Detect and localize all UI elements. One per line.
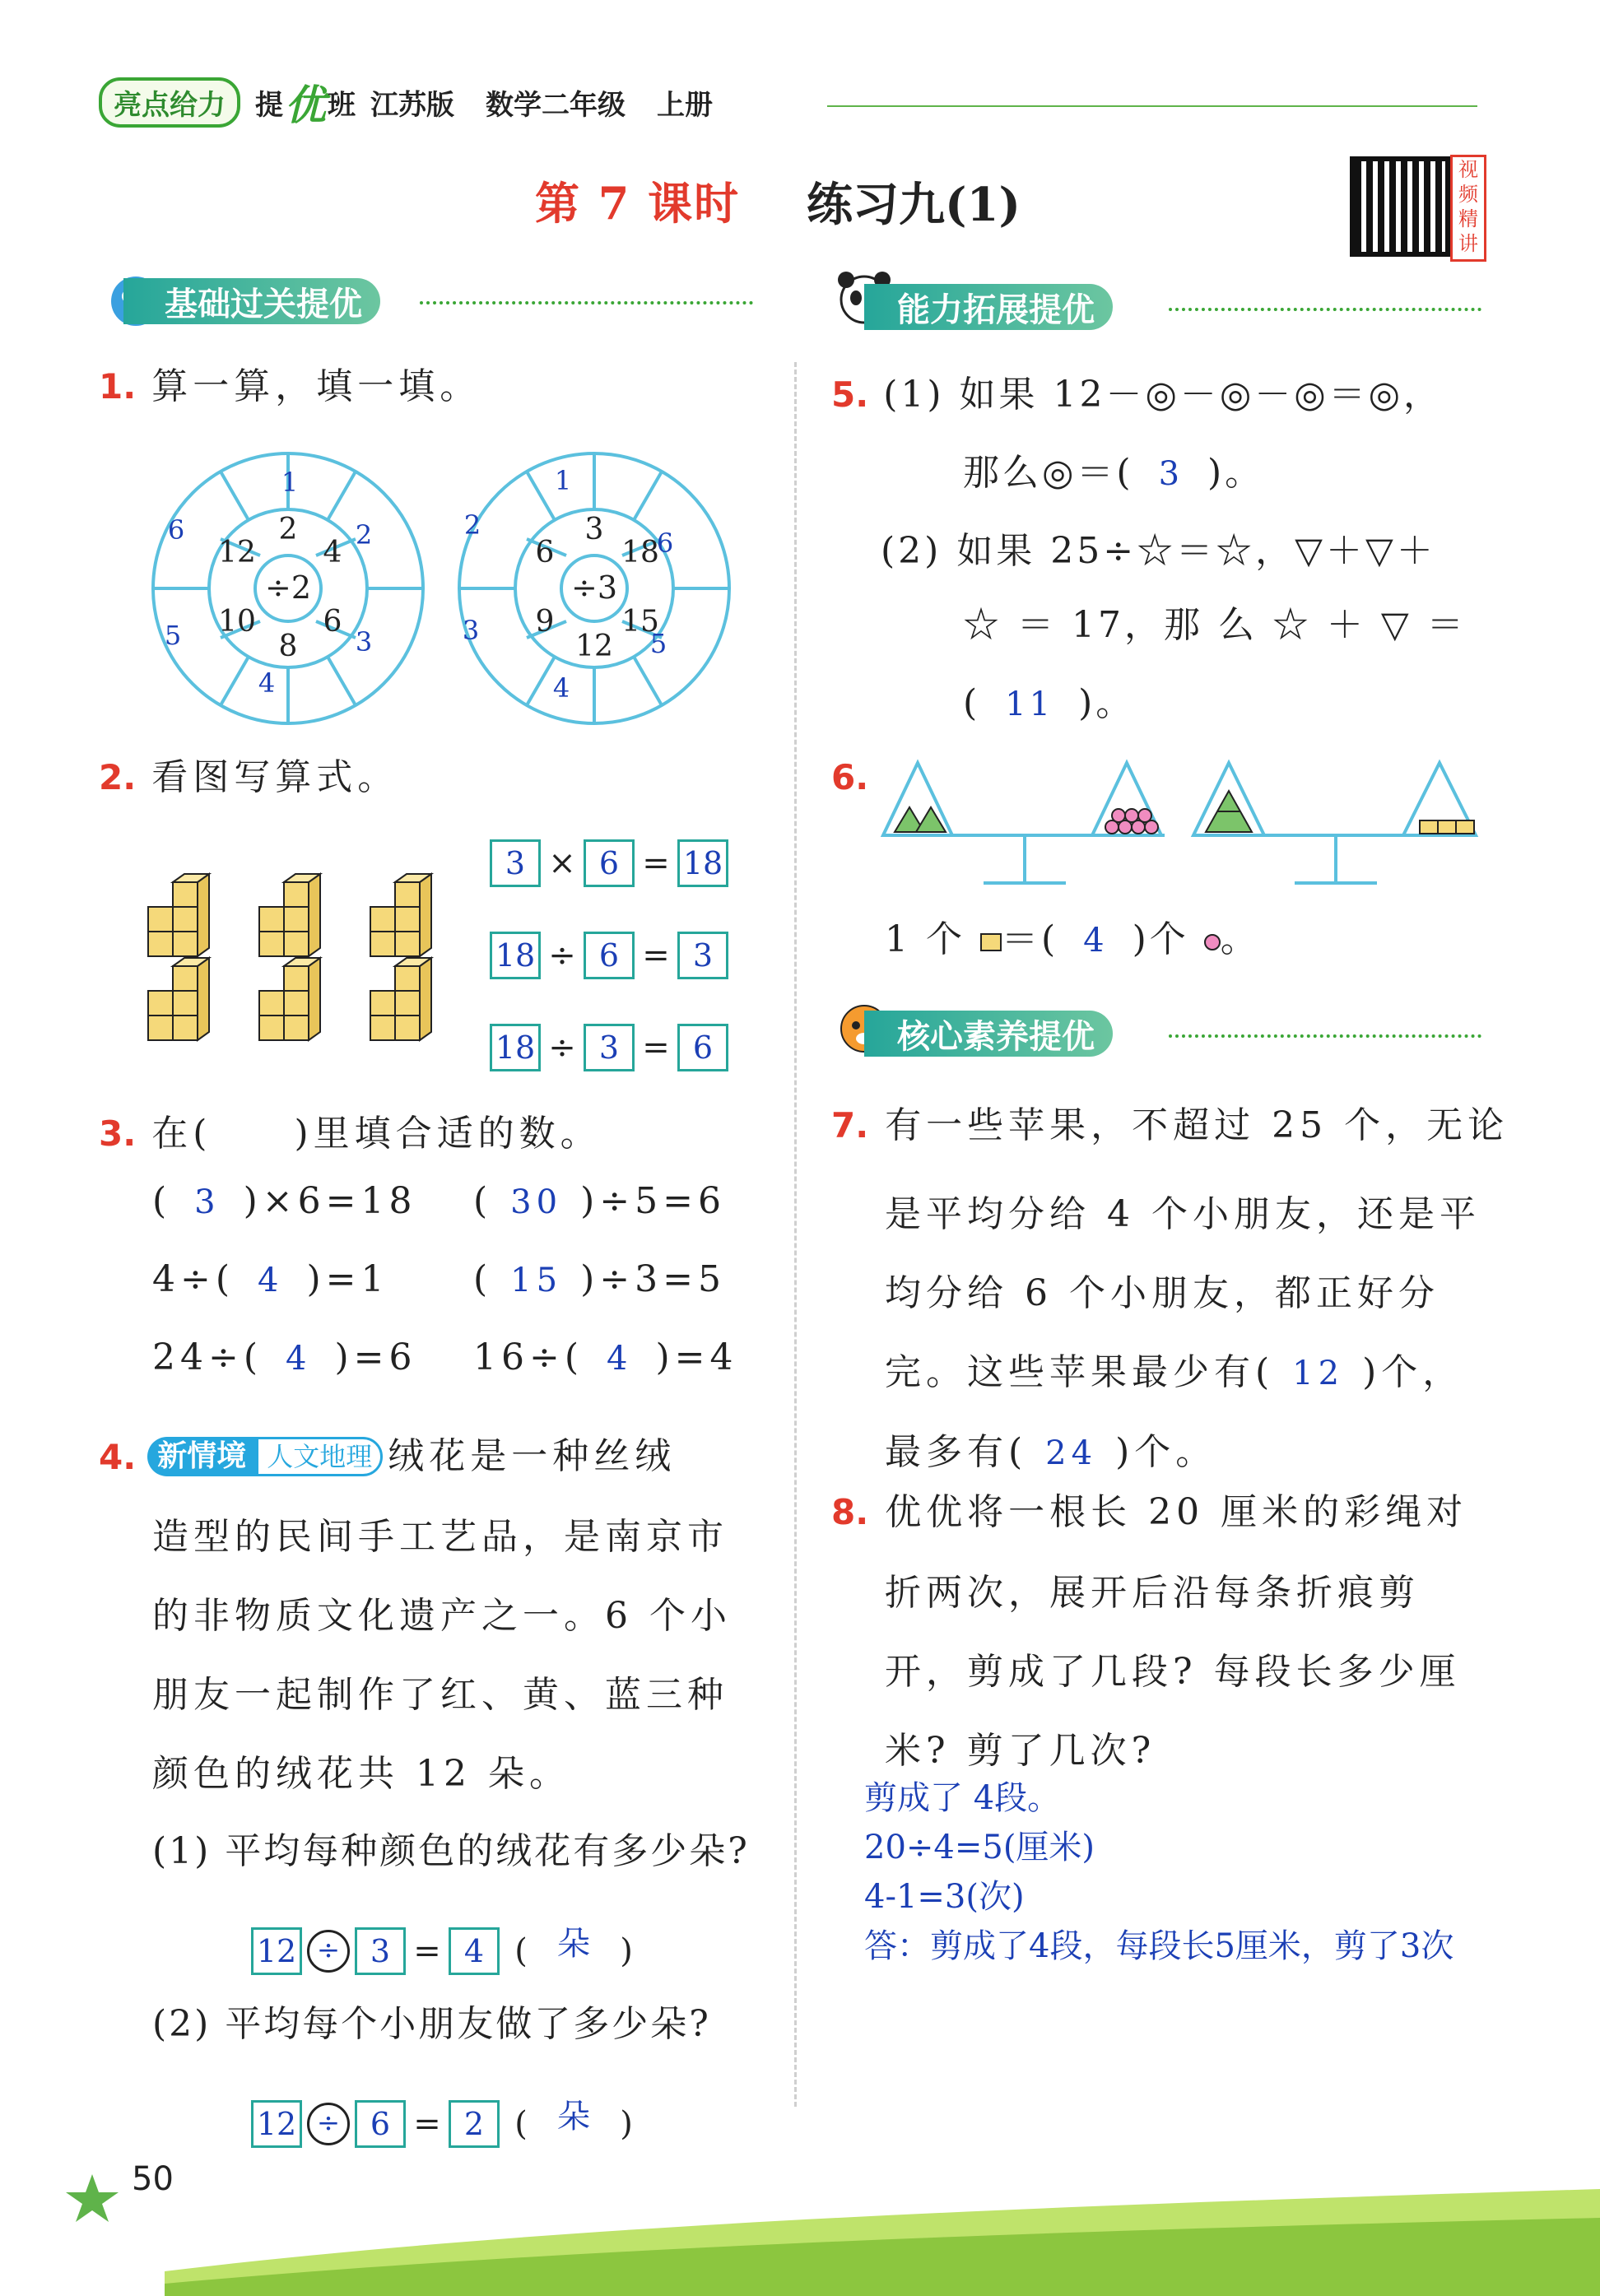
q3-item: ( 30 )÷5=6 [473, 1180, 726, 1222]
q2-row-1 [490, 839, 728, 887]
q5-answer[interactable]: 11 [1005, 686, 1054, 723]
q3-item: 4÷( 4 )=1 [152, 1258, 389, 1300]
q3-header [99, 1109, 602, 1159]
q3-answer[interactable]: 30 [510, 1183, 563, 1221]
wheel2-inner: 18 [621, 536, 659, 569]
wheel1-outer: 1 [281, 467, 299, 498]
wheel2-inner: 9 [535, 605, 555, 639]
q4-line: 颜色的绒花共 12 朵。 [152, 1753, 570, 1795]
qr-code-icon[interactable] [1350, 156, 1450, 257]
q4-tag-new: 新情境 [147, 1437, 256, 1476]
q2-row-2 [490, 932, 728, 979]
page-header [99, 77, 713, 127]
q4-line: 的非物质文化遗产之一。6 个小 [152, 1595, 732, 1637]
q6-answer-line: 1 个 ＝( 4 )个 。 [885, 918, 1260, 960]
q4-box[interactable]: 3 [355, 1927, 406, 1975]
q7-answer-min[interactable]: 12 [1292, 1355, 1345, 1392]
wheel1-inner: 4 [323, 536, 342, 569]
division-wheel-1 [148, 449, 428, 728]
q3-item: 24÷( 4 )=6 [152, 1336, 417, 1378]
q4-box[interactable]: 12 [251, 2100, 302, 2148]
q2-box[interactable]: 3 [490, 839, 541, 887]
page-number: 50 [132, 2160, 174, 2198]
q7-number: 7. [831, 1105, 869, 1146]
q2-eq: = [642, 937, 670, 974]
q8-answer-line[interactable]: 4-1=3(次) [864, 1878, 1025, 1916]
q8-answer-line[interactable]: 剪成了 4段。 [864, 1779, 1061, 1817]
q3-item: 16÷( 4 )=4 [473, 1336, 738, 1378]
subject: 数学二年级 [486, 88, 626, 122]
q2-row-3 [490, 1024, 728, 1071]
q7-line: 7. 有一些苹果，不超过 25 个，无论 [831, 1104, 1509, 1146]
q8-line: 折两次，展开后沿每条折痕剪 [885, 1572, 1420, 1614]
q4-box[interactable]: 12 [251, 1927, 302, 1975]
q2-number: 2. [99, 757, 137, 797]
wheel1-inner: 12 [218, 536, 256, 569]
volume: 上册 [657, 88, 713, 122]
wheel2-center: ÷3 [570, 569, 618, 606]
wheel1-inner: 8 [278, 630, 298, 663]
wheel2-inner: 6 [535, 536, 555, 569]
qr-label: 视频精讲 [1450, 155, 1486, 262]
q3-answer[interactable]: 4 [607, 1340, 633, 1378]
q4-body [152, 1498, 761, 1814]
section-basic-dots [420, 301, 753, 304]
brand-logo: 亮点给力 [99, 77, 240, 128]
wheel1-outer: 6 [167, 514, 185, 546]
balance-scales [877, 753, 1486, 893]
q5-answer[interactable]: 3 [1158, 455, 1184, 493]
wheel2-inner: 3 [584, 513, 604, 546]
q2-op: ÷ [548, 937, 576, 974]
q1-header [99, 362, 481, 411]
q4-tag-topic: 人文地理 [256, 1437, 383, 1476]
q3-item: ( 15 )÷3=5 [473, 1258, 726, 1300]
q4-sub1-question: (1) 平均每种颜色的绒花有多少朵? [152, 1830, 750, 1872]
q5-line: ☆ ＝ 17，那 么 ☆ ＋ ▽ ＝ [963, 604, 1467, 646]
wheel2-outer: 2 [463, 509, 481, 541]
series-ti: 提 [255, 88, 283, 122]
q2-box[interactable]: 6 [584, 932, 635, 979]
q4-header [99, 1432, 676, 1481]
wheel2-outer: 4 [552, 672, 570, 704]
q8-line: 开，剪成了几段? 每段长多少厘 [885, 1651, 1461, 1693]
q4-op-circle[interactable]: ÷ [307, 1930, 350, 1973]
q2-box[interactable]: 6 [584, 839, 635, 887]
q5-line: 那么◎＝( 3 )。 [963, 452, 1265, 494]
q1-number: 1. [99, 366, 137, 407]
series-ban: 班 [328, 88, 356, 122]
wheel1-inner: 6 [323, 605, 342, 639]
q4-box[interactable]: 2 [449, 2100, 500, 2148]
q3-answer[interactable]: 3 [194, 1183, 221, 1221]
bottom-wave-decoration [0, 2173, 1600, 2296]
q4-box[interactable]: 4 [449, 1927, 500, 1975]
section-core-dots [1169, 1034, 1481, 1038]
q5-line: 5. (1) 如果 12－◎－◎－◎＝◎， [831, 374, 1444, 416]
q5-line: ( 11 )。 [963, 682, 1136, 724]
q7-answer-max[interactable]: 24 [1045, 1434, 1098, 1472]
q2-box[interactable]: 18 [490, 1024, 541, 1071]
section-ability-dots [1169, 308, 1481, 311]
q3-answer[interactable]: 4 [286, 1340, 312, 1378]
wheel1-outer: 3 [355, 626, 373, 658]
q4-line: 造型的民间手工艺品，是南京市 [152, 1516, 728, 1558]
wheel1-outer: 2 [355, 519, 373, 551]
q5-number: 5. [831, 374, 869, 415]
lesson-title: 练习九(1) [807, 178, 1021, 232]
q6-number: 6. [831, 757, 869, 797]
q2-box[interactable]: 3 [584, 1024, 635, 1071]
lesson-number: 第 7 课时 [535, 177, 741, 230]
wheel1-outer: 5 [164, 620, 182, 651]
wheel2-outer: 3 [462, 615, 480, 646]
wheel2-inner: 12 [575, 630, 613, 663]
q2-box[interactable]: 6 [677, 1024, 728, 1071]
q7-body [885, 1175, 1481, 1493]
q8-line: 米? 剪了几次? [885, 1730, 1156, 1772]
q2-box[interactable]: 18 [490, 932, 541, 979]
q7-line: 完。这些苹果最少有( 12 )个， [885, 1351, 1464, 1393]
q3-number: 3. [99, 1113, 137, 1154]
wheel2-outer: 6 [656, 528, 674, 559]
q4-unit[interactable]: 朵 [557, 2098, 590, 2136]
wheel1-center: ÷2 [264, 569, 312, 606]
q4-number: 4. [99, 1436, 137, 1477]
q5-line: (2) 如果 25÷☆＝☆，▽＋▽＋ [881, 530, 1436, 572]
q1-text: 算一算，填一填。 [151, 365, 481, 407]
q2-box[interactable]: 3 [677, 932, 728, 979]
q8-line: 8. 优优将一根长 20 厘米的彩绳对 [831, 1491, 1468, 1533]
q8-number: 8. [831, 1492, 869, 1532]
q2-header [99, 753, 398, 802]
division-wheel-2 [454, 449, 734, 728]
q4-unit[interactable]: 朵 [557, 1925, 590, 1963]
column-divider [794, 362, 797, 2107]
q4-op-circle[interactable]: ÷ [307, 2103, 350, 2145]
q4-line: 绒花是一种丝绒 [388, 1435, 677, 1477]
q7-line: 最多有( 24 )个。 [885, 1431, 1217, 1473]
q3-item: ( 3 )×6=18 [152, 1180, 417, 1222]
wheel1-outer: 4 [258, 667, 276, 699]
q4-box[interactable]: 6 [355, 2100, 406, 2148]
pink-circle-icon [1204, 934, 1221, 950]
q2-op: ÷ [548, 1029, 576, 1067]
q3-answer[interactable]: 15 [510, 1262, 563, 1299]
q7-line: 是平均分给 4 个小朋友，还是平 [885, 1193, 1481, 1235]
q4-sub2-question: (2) 平均每个小朋友做了多少朵? [152, 2003, 711, 2045]
series-you: 优 [285, 81, 326, 129]
wheel2-outer: 1 [554, 465, 572, 496]
wheel2-inner: 15 [621, 605, 659, 639]
q4-line: 朋友一起制作了红、黄、蓝三种 [152, 1674, 728, 1716]
q4-sub2-equation: 12 ÷ 6 = 2 ( 朵 ) [251, 2090, 648, 2148]
q8-answer-line[interactable]: 20÷4=5(厘米) [864, 1829, 1095, 1866]
q8-answers [864, 1773, 1453, 1971]
q8-answer-line[interactable]: 答：剪成了4段，每段长5厘米，剪了3次 [864, 1927, 1454, 1965]
q4-sub1-equation: 12 ÷ 3 = 4 ( 朵 ) [251, 1917, 648, 1975]
q2-eq: = [642, 1029, 670, 1067]
q2-box[interactable]: 18 [677, 839, 728, 887]
cube-figures [144, 872, 457, 1045]
section-core: 核心素养提优 [864, 1011, 1113, 1057]
wheel2-outer: 5 [649, 628, 667, 659]
q8-body [885, 1554, 1461, 1791]
q2-eq: = [642, 844, 670, 882]
section-ability: 能力拓展提优 [864, 284, 1113, 330]
q7-line: 均分给 6 个小朋友，都正好分 [885, 1272, 1440, 1314]
yellow-square-icon [980, 933, 1002, 951]
section-basic: 基础过关提优 [123, 278, 380, 324]
edition: 江苏版 [370, 88, 454, 122]
wheel1-inner: 2 [278, 513, 298, 546]
q2-op: × [548, 844, 576, 882]
q3-text: 在( )里填合适的数。 [151, 1113, 602, 1155]
wheel1-inner: 10 [218, 605, 256, 639]
q3-answer[interactable]: 4 [258, 1262, 284, 1299]
q2-text: 看图写算式。 [151, 756, 399, 798]
q6-answer[interactable]: 4 [1083, 922, 1108, 960]
header-rule [827, 105, 1477, 107]
